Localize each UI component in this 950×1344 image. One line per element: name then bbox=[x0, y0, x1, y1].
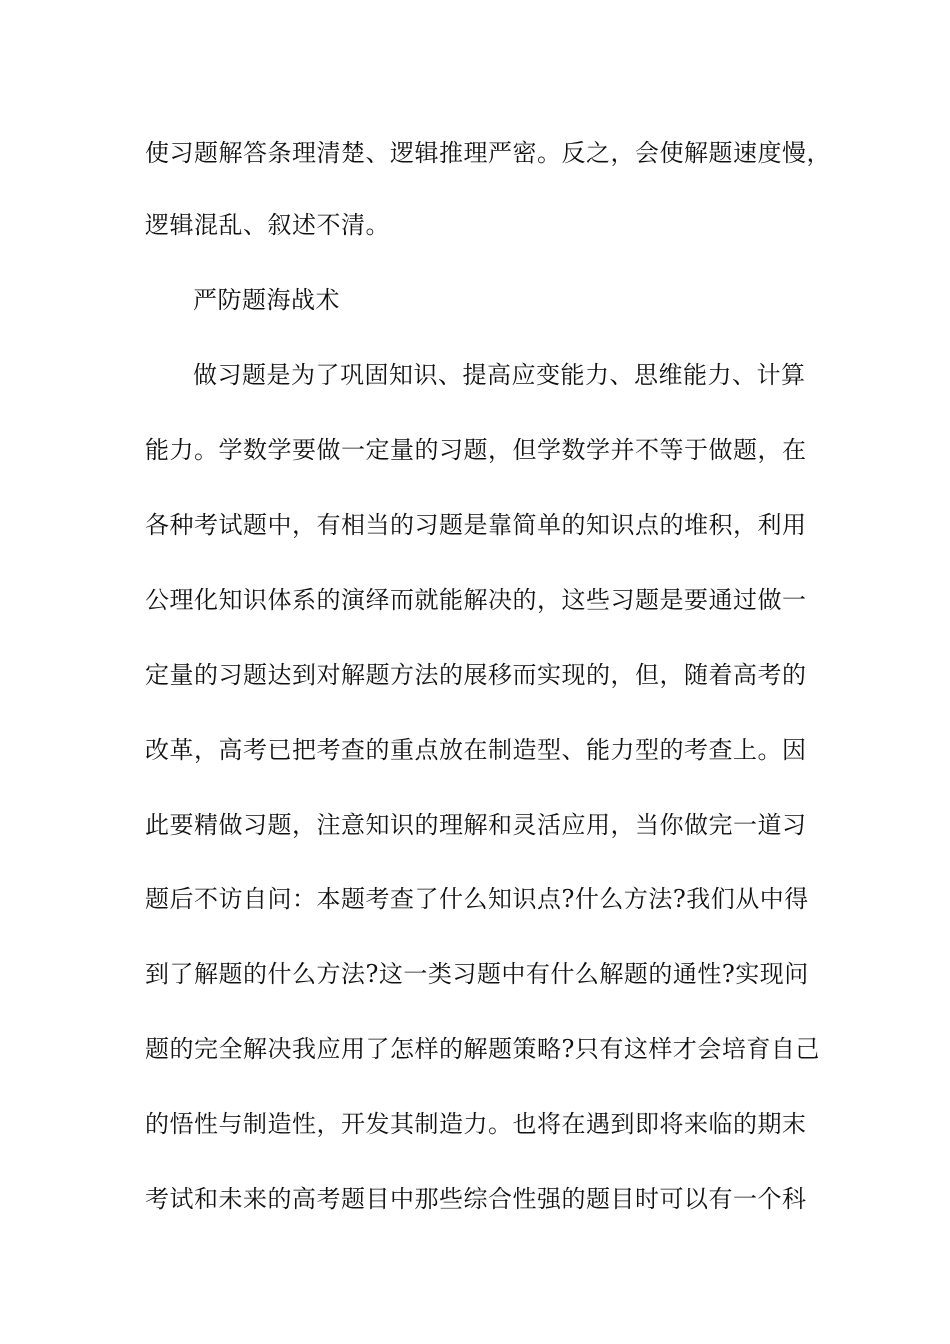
paragraph2-line-10: 题的完全解决我应用了怎样的解题策略?只有这样才会培育自己 bbox=[145, 1035, 820, 1063]
paragraph1-line-2: 逻辑混乱、叙述不清。 bbox=[145, 211, 390, 239]
paragraph2-line-11: 的悟性与制造性，开发其制造力。也将在遇到即将来临的期末 bbox=[145, 1110, 807, 1138]
paragraph2-line-4: 公理化知识体系的演绎而就能解决的，这些习题是要通过做一 bbox=[145, 586, 807, 614]
paragraph2-line-12: 考试和未来的高考题目中那些综合性强的题目时可以有一个科 bbox=[145, 1185, 807, 1213]
paragraph2-line-1: 做习题是为了巩固知识、提高应变能力、思维能力、计算 bbox=[193, 361, 806, 389]
paragraph2-line-8: 题后不访自问：本题考查了什么知识点?什么方法?我们从中得 bbox=[145, 885, 809, 913]
paragraph1-line-1: 使习题解答条理清楚、逻辑推理严密。反之，会使解题速度慢， bbox=[145, 139, 831, 167]
paragraph2-line-3: 各种考试题中，有相当的习题是靠简单的知识点的堆积，利用 bbox=[145, 511, 807, 539]
paragraph2-line-2: 能力。学数学要做一定量的习题，但学数学并不等于做题，在 bbox=[145, 436, 807, 464]
paragraph2-line-6: 改革，高考已把考查的重点放在制造型、能力型的考查上。因 bbox=[145, 736, 807, 764]
section-heading: 严防题海战术 bbox=[193, 286, 340, 314]
paragraph2-line-5: 定量的习题达到对解题方法的展移而实现的，但，随着高考的 bbox=[145, 661, 807, 689]
paragraph2-line-7: 此要精做习题，注意知识的理解和灵活应用，当你做完一道习 bbox=[145, 811, 807, 839]
paragraph2-line-9: 到了解题的什么方法?这一类习题中有什么解题的通性?实现问 bbox=[145, 960, 809, 988]
